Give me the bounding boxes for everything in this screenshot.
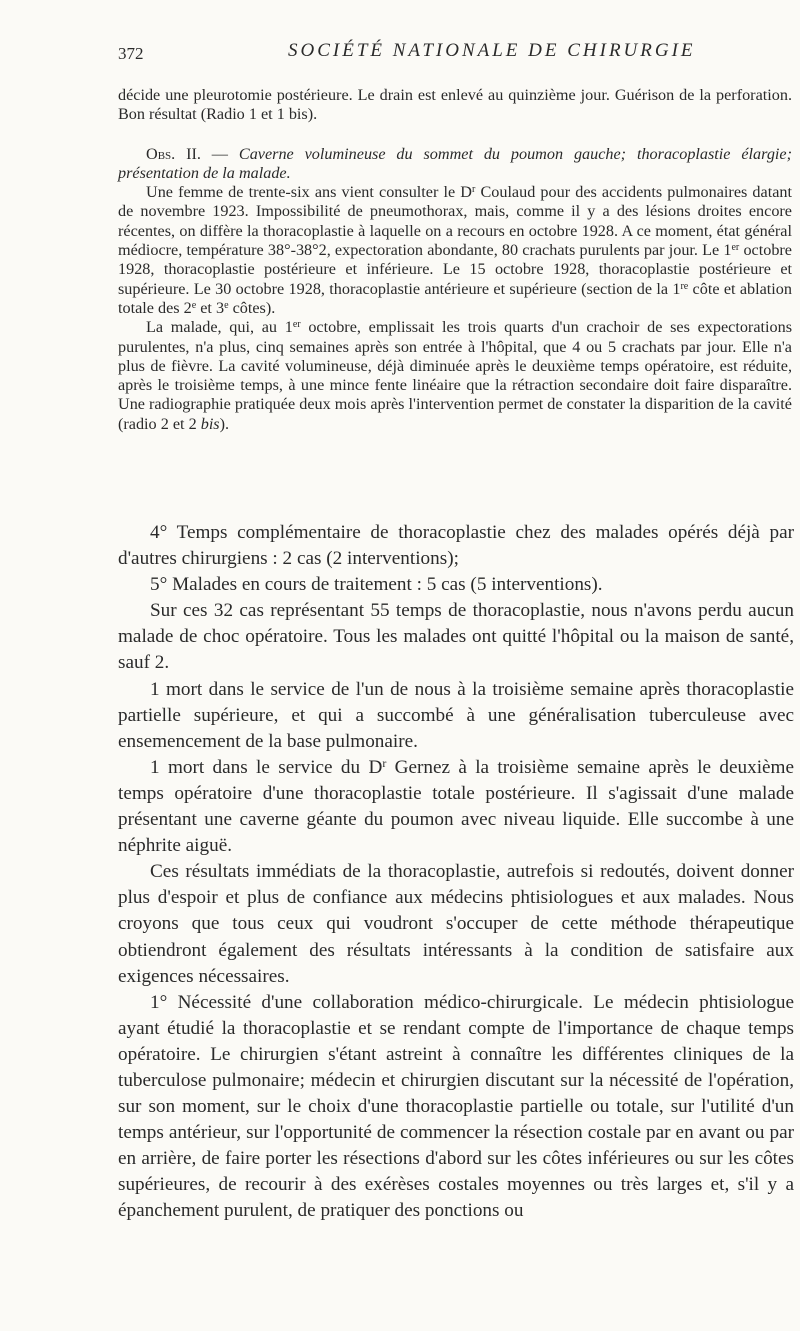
list-item-5: 5° Malades en cours de traitement : 5 cas (5 interventions). bbox=[150, 574, 603, 596]
observation-text-block bbox=[118, 86, 792, 434]
main-text-block bbox=[118, 520, 794, 1225]
paragraph-conclusion: Ces résultats immédiats de la thoracoplastie, autrefois si redoutés, doivent donner plus d'espoir et plus de confiance aux médecins phtisiologues et aux malades. Nous croyons que tous ceux qui voudront s'occuper de cette méthode thérapeutique obtiendront également des résultats intéressants à la condition de satisfaire aux exigences nécessaires. bbox=[118, 861, 794, 987]
observation-heading bbox=[118, 145, 792, 184]
list-item-4: 4° Temps complémentaire de thoracoplastie chez des malades opérés déjà par d'autres chirurgiens : 2 cas (2 interventions); bbox=[118, 522, 794, 570]
paragraph-death-1: 1 mort dans le service de l'un de nous à la troisième semaine après thoracoplastie partielle supérieure, et qui a succombé à une généralisation tuberculeuse avec ensemencement de la base pulmonaire. bbox=[118, 678, 794, 752]
paragraph-results-summary: Sur ces 32 cas représentant 55 temps de thoracoplastie, nous n'avons perdu aucun malade de choc opératoire. Tous les malades ont quitté l'hôpital ou la maison de santé, sauf 2. bbox=[118, 600, 794, 674]
paragraph-collaboration: 1° Nécessité d'une collaboration médico-chirurgicale. Le médecin phtisiologue ayant étudié la thoracoplastie et se rendant compte de l'importance de chaque temps opératoire. Le chirurgien s'étant astreint à connaître les différentes cliniques de la tuberculose pulmonaire; médecin et chirurgien discutant sur la nécessité de l'opération, sur son moment, sur le choix d'une thoracoplastie partielle ou totale, sur l'utilité d'un temps antérieur, sur l'opportunité de commencer la résection costale par en avant ou par en arrière, de faire porter les résections d'abord sur les côtes inférieures ou sur les côtes supérieures, de recourir à des exérèses costales moyennes ou très larges et, s'il y a épanchement purulent, de pratiquer des ponctions ou bbox=[118, 991, 794, 1222]
page-number: 372 bbox=[118, 44, 144, 63]
paragraph-outcome: La malade, qui, au 1er octobre, emplissait les trois quarts d'un crachoir de ses expectorations purulentes, n'a plus, cinq semaines après son entrée à l'hôpital, que 4 ou 5 crachats par jour. Elle n'a plus de fièvre. La cavité volumineuse, déjà diminuée après le deuxième temps opératoire, est réduite, après le troisième temps, à une mince fente linéaire que la rétraction secondaire doit faire disparaître. Une radiographie pratiquée deux mois après l'intervention permet de constater la disparition de la cavité (radio 2 et 2 bis). bbox=[118, 318, 792, 433]
running-title: SOCIÉTÉ NATIONALE DE CHIRURGIE bbox=[288, 40, 696, 61]
paragraph-drain: décide une pleurotomie postérieure. Le drain est enlevé au quinzième jour. Guérison de la perforation. Bon résultat (Radio 1 et 1 bis). bbox=[118, 86, 792, 124]
paragraph-death-2: 1 mort dans le service du $D^r$ Gernez à la troisième semaine après le deuxième temps opératoire d'une thoracoplastie totale postérieure. Il s'agissait d'une malade présentant une caverne géante du poumon avec niveau liquide. Elle succombe à une néphrite aiguë. bbox=[118, 755, 794, 857]
paragraph-case-history: Une femme de trente-six ans vient consulter le $D^r$ Coulaud pour des accidents pulmonaires datant de novembre 1923. Impossibilité de pneumothorax, mais, comme il y a des lésions droites encore récentes, on diffère la thoracoplastie à laquelle on a recours en octobre 1928. A ce moment, état général médiocre, température 38°-38°2, expectoration abondante, 80 crachats purulents par jour. Le 1er octobre 1928, thoracoplastie postérieure et inférieure. Le 15 octobre 1928, thoracoplastie postérieure et supérieure. Le 30 octobre 1928, thoracoplastie antérieure et supérieure (section de la 1re côte et ablation totale des 2e et 3e côtes). bbox=[118, 183, 792, 317]
page-header bbox=[118, 40, 790, 70]
obs-label: Obs. bbox=[146, 144, 176, 163]
obs-title: Caverne volumineuse du sommet du poumon gauche; thoracoplastie élargie; présentation de la malade. bbox=[118, 144, 793, 182]
obs-number: II. — bbox=[186, 144, 228, 163]
